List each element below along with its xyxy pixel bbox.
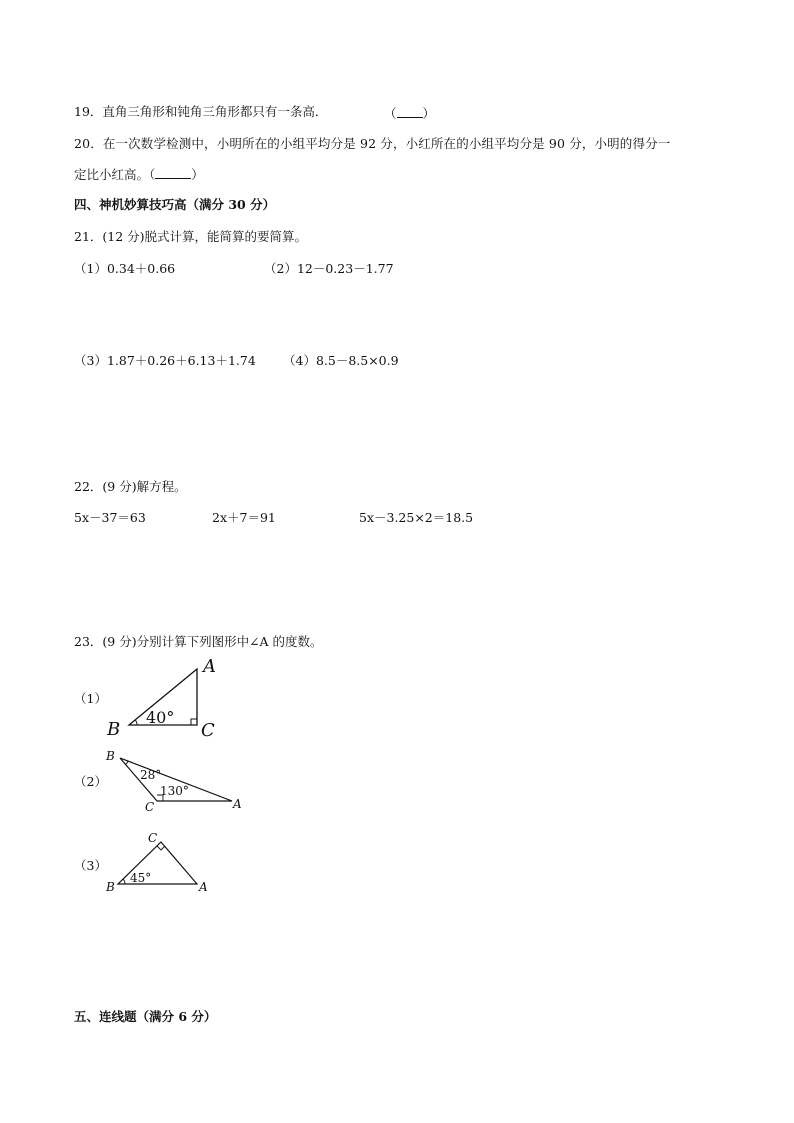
q22-equation-3: 5x－3.25×2＝18.5 xyxy=(359,510,474,525)
q22-equation-2: 2x＋7＝91 xyxy=(212,510,276,525)
figure-3-right-triangle xyxy=(100,828,220,898)
figure-2-angle-b: 28° xyxy=(140,768,162,782)
figure-3-vertex-a: A xyxy=(199,880,208,894)
section-5-heading: 五、连线题（满分 6 分） xyxy=(74,1009,217,1024)
figure-1-right-triangle xyxy=(100,650,230,745)
question-20-line-1: 20．在一次数学检测中，小明所在的小组平均分是 92 分，小红所在的小组平均分是 90 分，小明的得分一 xyxy=(74,136,671,151)
q21-item-4: （4）8.5－8.5×0.9 xyxy=(283,353,399,368)
figure-2-vertex-b: B xyxy=(106,749,115,763)
figure-2-label: （2） xyxy=(74,774,107,789)
question-19-answer-blank[interactable]: （ ） xyxy=(384,106,436,121)
figure-2-obtuse-triangle xyxy=(100,745,250,820)
question-21-title: 21．(12 分)脱式计算，能简算的要简算。 xyxy=(74,229,308,244)
figure-2-vertex-a: A xyxy=(233,797,242,811)
figure-1-vertex-a: A xyxy=(203,656,216,677)
q21-item-2: （2）12－0.23－1.77 xyxy=(264,261,394,276)
question-20-line-2: 定比小红高。（ ） xyxy=(74,167,204,182)
q22-equation-1: 5x－37＝63 xyxy=(74,510,146,525)
question-22-title: 22．(9 分)解方程。 xyxy=(74,479,187,494)
figure-1-vertex-b: B xyxy=(107,719,121,740)
figure-1-label: （1） xyxy=(74,691,107,706)
q21-item-3: （3）1.87＋0.26＋6.13＋1.74 xyxy=(74,353,256,368)
figure-2-vertex-c: C xyxy=(145,800,155,814)
figure-3-vertex-c: C xyxy=(148,831,158,845)
figure-1-vertex-c: C xyxy=(201,720,215,741)
figure-3-label: （3） xyxy=(74,858,107,873)
question-23-title: 23．(9 分)分别计算下列图形中∠A 的度数。 xyxy=(74,634,323,649)
q21-item-1: （1）0.34＋0.66 xyxy=(74,261,176,276)
question-19-text: 19．直角三角形和钝角三角形都只有一条高． xyxy=(74,104,328,119)
figure-2-angle-c: 130° xyxy=(160,784,189,798)
figure-3-vertex-b: B xyxy=(106,880,115,894)
figure-1-angle-b: 40° xyxy=(146,708,175,727)
question-19 xyxy=(74,106,327,119)
section-4-heading: 四、神机妙算技巧高（满分 30 分） xyxy=(74,197,276,212)
figure-3-angle-b: 45° xyxy=(130,871,152,885)
question-20-answer-blank[interactable] xyxy=(155,167,191,179)
